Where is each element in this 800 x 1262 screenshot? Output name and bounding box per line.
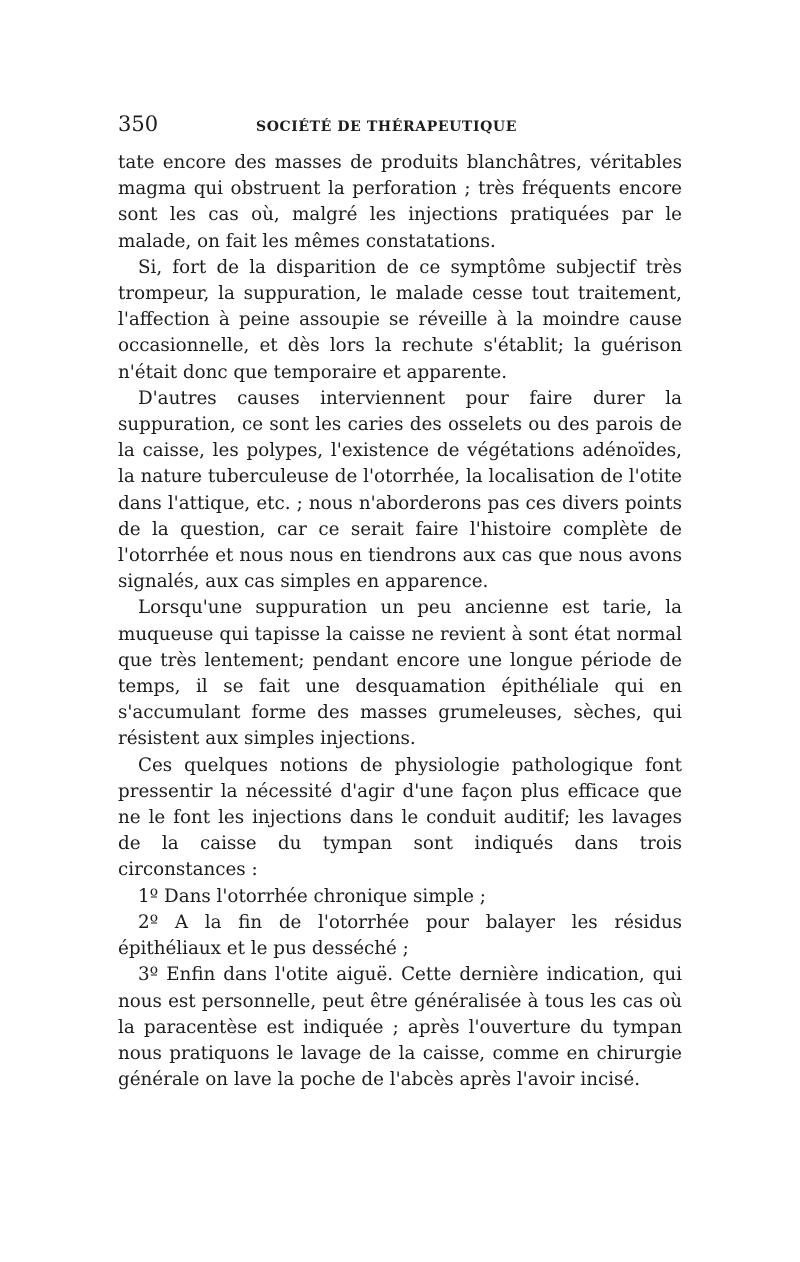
list-item-3: 3º Enfin dans l'otite aiguë. Cette dernière indication, qui nous est personnelle, peut être généralisée à tous les cas où la paracentèse est indiquée ; après l'ouverture du tympan nous pratiquons le lavage de la caisse, comme en chirurgie générale on lave la poche de l'abcès après l'avoir incisé. [118, 964, 682, 1091]
paragraph-autres-causes: D'autres causes interviennent pour faire durer la suppuration, ce sont les caries des osselets ou des parois de la caisse, les polypes, l'existence de végétations adénoïdes, la nature tuberculeuse de l'otorrhée, la localisation de l'otite dans l'attique, etc. ; nous n'aborderons pas ces divers points de la question, car ce serait faire l'histoire complète de l'otorrhée et nous nous en tiendrons aux cas que nous avons signalés, aux cas simples en apparence. [118, 387, 682, 593]
body-text [118, 150, 682, 1093]
list-item-1: 1º Dans l'otorrhée chronique simple ; [138, 885, 486, 907]
list-item-2: 2º A la fin de l'otorrhée pour balayer les résidus épithéliaux et le pus desséché ; [118, 911, 682, 960]
running-title: SOCIÉTÉ DE THÉRAPEUTIQUE [256, 119, 517, 135]
paragraph-disparition: Si, fort de la disparition de ce symptôme subjectif très trompeur, la suppuration, le malade cesse tout traitement, l'affection à peine assoupie se réveille à la moindre cause occasionnelle, et dès lors la rechute s'établit; la guérison n'était donc que temporaire et apparente. [118, 256, 682, 383]
page-header [118, 112, 682, 146]
paragraph-notions: Ces quelques notions de physiologie pathologique font pressentir la nécessité d'agir d'une façon plus efficace que ne le font les injections dans le conduit auditif; les lavages de la caisse du tympan sont indiqués dans trois circonstances : [118, 754, 682, 881]
paragraph-continuation: tate encore des masses de produits blanchâtres, véritables magma qui obstruent la perforation ; très fréquents encore sont les cas où, malgré les injections pratiquées par le malade, on fait les mêmes constatations. [118, 152, 682, 252]
page-number: 350 [118, 112, 159, 136]
book-page [118, 112, 682, 1093]
paragraph-suppuration-tarie: Lorsqu'une suppuration un peu ancienne est tarie, la muqueuse qui tapisse la caisse ne revient à sont état normal que très lentement; pendant encore une longue période de temps, il se fait une desquamation épithéliale qui en s'accumulant forme des masses grumeleuses, sèches, qui résistent aux simples injections. [118, 597, 682, 750]
